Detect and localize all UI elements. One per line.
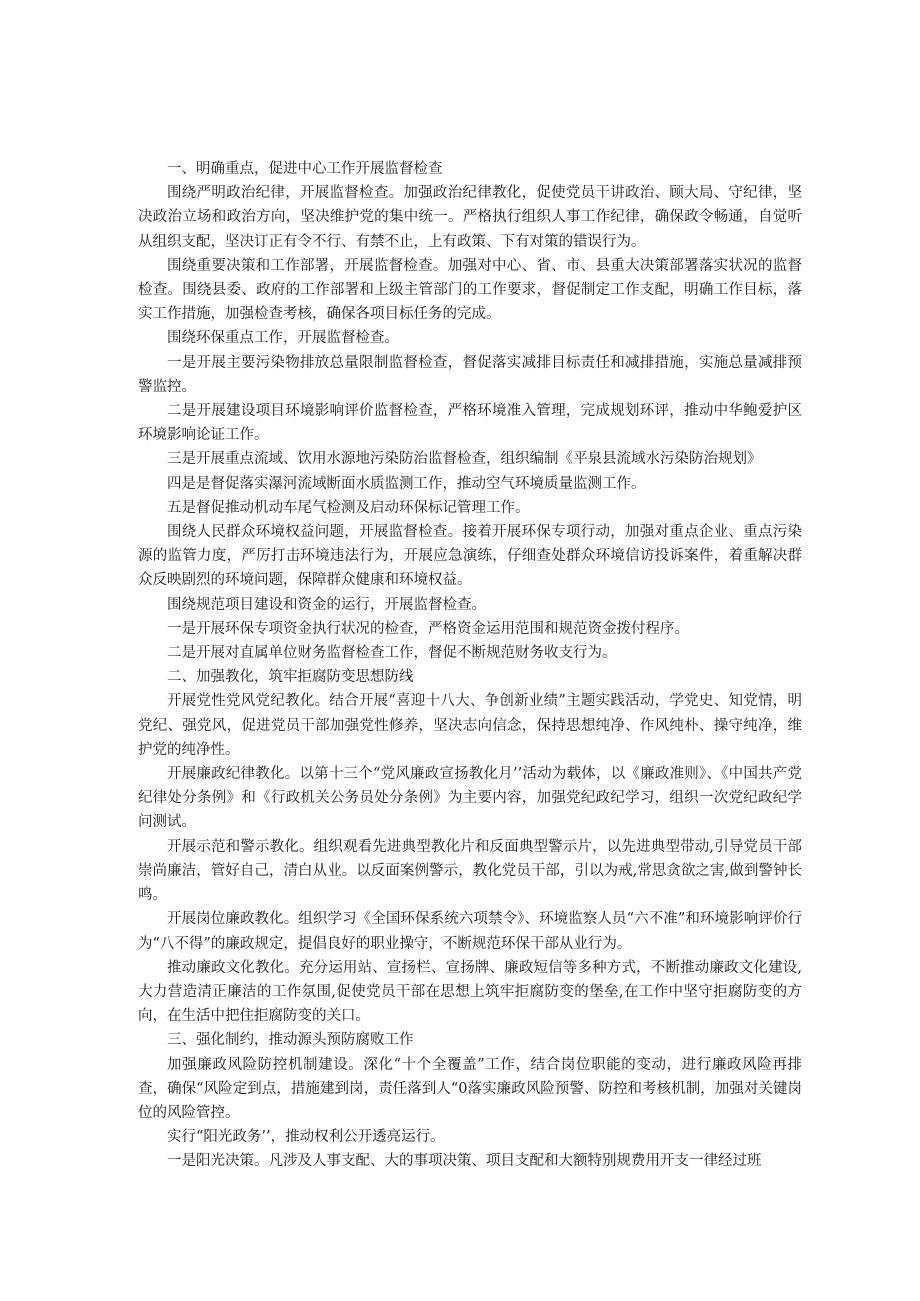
section-heading-2: 二、加强教化，筑牢拒腐防变思想防线 bbox=[167, 669, 414, 686]
paragraph: 三是开展重点流域、饮用水源地污染防治监督检查，组织编制《平泉县流域水污染防治规划》 bbox=[167, 451, 762, 468]
paragraph: 加强廉政风险防控机制建设。深化“十个全覆盖”工作，结合岗位职能的变动，进行廉政风险再排查，确保“风险定到点，措施建到岗，责任落到人“0落实廉政风险预警、防控和考核机制，加强对关键岗位的风险管控。 bbox=[138, 1056, 802, 1121]
paragraph: 实行“阳光政务’’，推动权利公开透亮运行。 bbox=[167, 1129, 445, 1146]
section-heading-3: 三、强化制约，推动源头预防腐败工作 bbox=[167, 1032, 414, 1049]
paragraph: 二是开展建设项目环境影响评价监督检查，严格环境准入管理，完成规划环评，推动中华鲍爱护区环境影响论证工作。 bbox=[138, 403, 802, 444]
paragraph: 开展岗位廉政教化。组织学习《全国环保系统六项禁令》、环境监察人员“六不准”和环境影响评价行为“八不得”的廉政规定，提倡良好的职业操守，不断规范环保干部从业行为。 bbox=[138, 911, 802, 952]
paragraph: 围绕人民群众环境权益问题，开展监督检查。接着开展环保专项行动，加强对重点企业、重点污染源的监管力度，严厉打击环境违法行为，开展应急演练，仔细查处群众环境信访投诉案件，着重解决群众反映剧烈的环境问题，保障群众健康和环境权益。 bbox=[138, 524, 802, 589]
document-page bbox=[138, 157, 802, 1174]
paragraph: 围绕环保重点工作，开展监督检查。 bbox=[167, 330, 399, 347]
paragraph: 开展示范和警示教化。组织观看先进典型教化片和反面典型警示片，以先进典型带动,引导党员干部崇尚廉洁，管好自己，清白从业。以反面案例警示，教化党员干部，引以为戒,常思贪欲之害,做到警钟长鸣。 bbox=[138, 838, 802, 904]
paragraph: 围绕重要决策和工作部署，开展监督检查。加强对中心、省、市、县重大决策部署落实状况的监督检查。围绕县委、政府的工作部署和上级主管部门的工作要求，督促制定工作支配，明确工作目标，落实工作措施，加强检查考核，确保各项目标任务的完成。 bbox=[138, 257, 802, 323]
section-heading-1: 一、明确重点，促进中心工作开展监督检查 bbox=[167, 161, 443, 177]
paragraph: 一是开展环保专项资金执行状况的检查，严格资金运用范围和规范资金拨付程序。 bbox=[167, 620, 689, 637]
paragraph: 一是开展主要污染物排放总量限制监督检查，督促落实减排目标责任和减排措施，实施总量减排预警监控。 bbox=[138, 354, 802, 395]
paragraph: 围绕规范项目建设和资金的运行，开展监督检查。 bbox=[167, 596, 486, 613]
paragraph: 一是阳光决策。凡涉及人事支配、大的事项决策、项目支配和大额特别规费用开支一律经过班 bbox=[167, 1153, 762, 1170]
paragraph: 二是开展对直属单位财务监督检查工作，督促不断规范财务收支行为。 bbox=[167, 645, 617, 662]
paragraph: 围绕严明政治纪律，开展监督检查。加强政治纪律教化，促使党员干讲政治、顾大局、守纪律，坚决政治立场和政治方向，坚决维护党的集中统一。严格执行组织人事工作纪律，确保政令畅通，自觉听从组织支配，坚决订正有令不行、有禁不止，上有政策、下有对策的错误行为。 bbox=[138, 185, 802, 250]
paragraph: 开展廉政纪律教化。以第十三个“党风廉政宣扬教化月’’活动为载体，以《廉政准则》、《中国共产党纪律处分条例》和《行政机关公务员处分条例》为主要内容，加强党纪政纪学习，组织一次党纪政纪学问测试。 bbox=[138, 766, 802, 831]
paragraph: 推动廉政文化教化。充分运用站、宣扬栏、宣扬牌、廉政短信等多种方式，不断推动廉政文化建设,大力营造清正廉洁的工作氛围,促使党员干部在思想上筑牢拒腐防变的堡垒,在工作中坚守拒腐防变的方向，在生活中把住拒腐防变的关口。 bbox=[138, 959, 802, 1025]
paragraph: 四是是督促落实瀑河流域断面水质监测工作，推动空气环境质量监测工作。 bbox=[167, 475, 646, 492]
paragraph: 五是督促推动机动车尾气检测及启动环保标记管理工作。 bbox=[167, 499, 530, 516]
paragraph: 开展党性党风党纪教化。结合开展“喜迎十八大、争创新业绩”主题实践活动，学党史、知党情，明党纪、强党风，促进党员干部加强党性修养，坚决志向信念，保持思想纯净、作风纯朴、操守纯净，维护党的纯净性。 bbox=[138, 693, 802, 758]
